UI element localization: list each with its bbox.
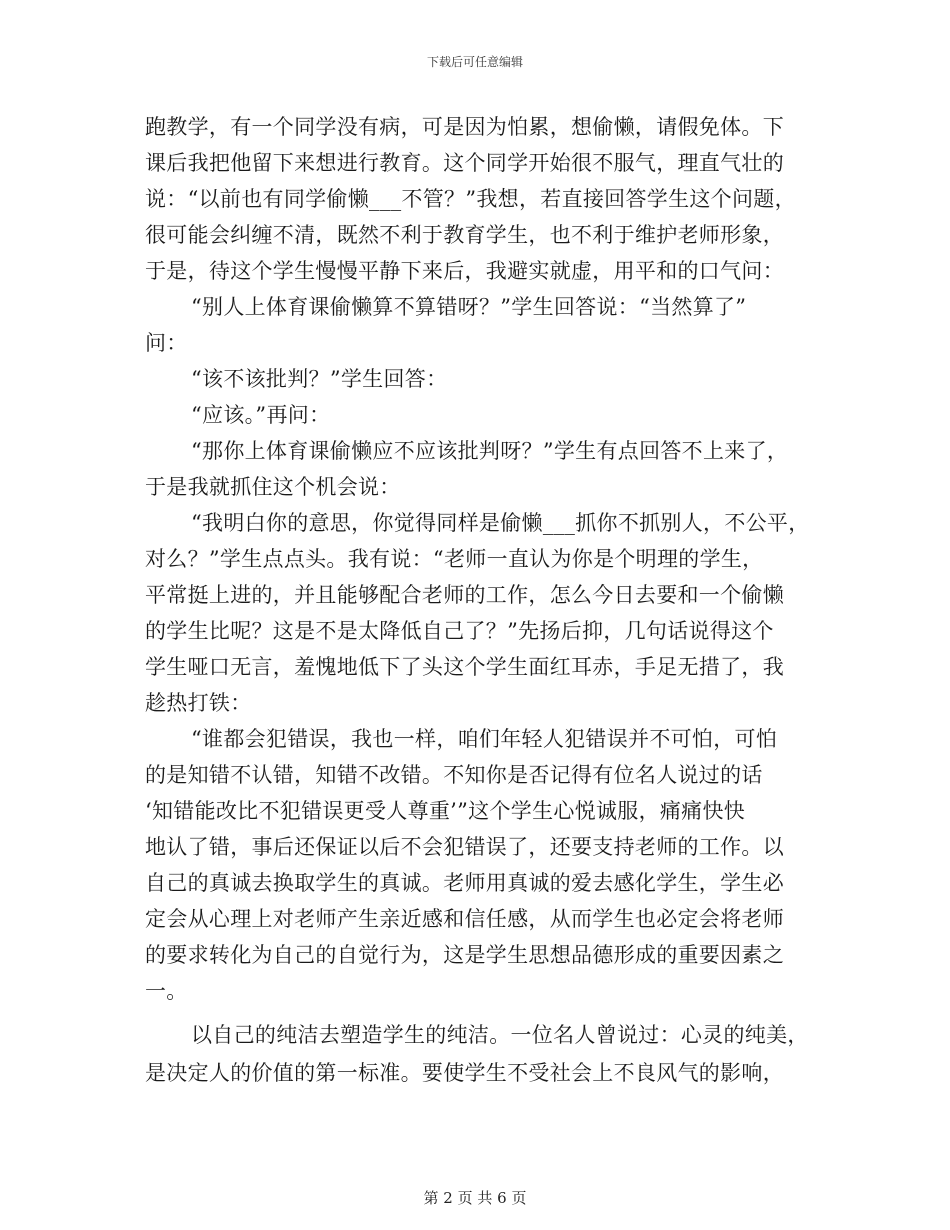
text-line: 是决定人的价值的第一标准。要使学生不受社会上不良风气的影响， <box>145 1061 784 1085</box>
text-line: 的是知错不认错，知错不改错。不知你是否记得有位名人说过的话 <box>145 763 763 787</box>
text-line: 对么？”学生点点头。我有说：“老师一直认为你是个明理的学生， <box>145 547 764 571</box>
text-line: 说：“以前也有同学偷懒___不管？”我想，若直接回答学生这个问题， <box>145 187 796 211</box>
text-line: 以自己的纯洁去塑造学生的纯洁。一位名人曾说过：心灵的纯美， <box>191 1023 809 1047</box>
text-line: 课后我把他留下来想进行教育。这个同学开始很不服气，理直气壮的 <box>145 151 784 175</box>
page-header-note: 下载后可任意编辑 <box>426 55 523 69</box>
text-line: 跑教学，有一个同学没有病，可是因为怕累，想偷懒，请假免体。下 <box>145 115 784 139</box>
text-line: 趁热打铁： <box>145 691 252 715</box>
text-line: 学生哑口无言，羞愧地低下了头这个学生面红耳赤，手足无措了，我 <box>145 655 784 679</box>
text-line: 的学生比呢？这是不是太降低自己了？”先扬后抑，几句话说得这个 <box>145 619 774 643</box>
text-line: 定会从心理上对老师产生亲近感和信任感，从而学生也必定会将老师 <box>145 907 784 931</box>
page-number: 第 2 页 共 6 页 <box>423 1189 527 1207</box>
text-line: “我明白你的意思，你觉得同样是偷懒___抓你不抓别人，不公平， <box>191 511 810 535</box>
text-line: 地认了错，事后还保证以后不会犯错误了，还要支持老师的工作。以 <box>145 835 784 859</box>
text-line: 问： <box>145 331 188 355</box>
text-line: “该不该批判？”学生回答： <box>191 367 448 391</box>
text-line: “那你上体育课偷懒应不应该批判呀？”学生有点回答不上来了， <box>191 439 789 463</box>
text-line: 的要求转化为自己的自觉行为，这是学生思想品德形成的重要因素之 <box>145 943 784 967</box>
text-line: 于是，待这个学生慢慢平静下来后，我避实就虚，用平和的口气问： <box>145 259 784 283</box>
text-line: 自己的真诚去换取学生的真诚。老师用真诚的爱去感化学生，学生必 <box>145 871 784 895</box>
text-line: “应该。”再问： <box>191 403 331 427</box>
text-line: “谁都会犯错误，我也一样，咱们年轻人犯错误并不可怕，可怕 <box>191 727 778 751</box>
text-line: 于是我就抓住这个机会说： <box>145 475 401 499</box>
text-line: “别人上体育课偷懒算不算错呀？”学生回答说：“当然算了” <box>191 295 747 319</box>
text-line: 很可能会纠缠不清，既然不利于教育学生，也不利于维护老师形象， <box>145 223 784 247</box>
text-line: ‘知错能改比不犯错误更受人尊重’”这个学生心悦诚服，痛痛快快 <box>145 799 746 823</box>
text-line: 平常挺上进的，并且能够配合老师的工作，怎么今日去要和一个偷懒 <box>145 583 784 607</box>
text-line: 一。 <box>145 979 188 1003</box>
